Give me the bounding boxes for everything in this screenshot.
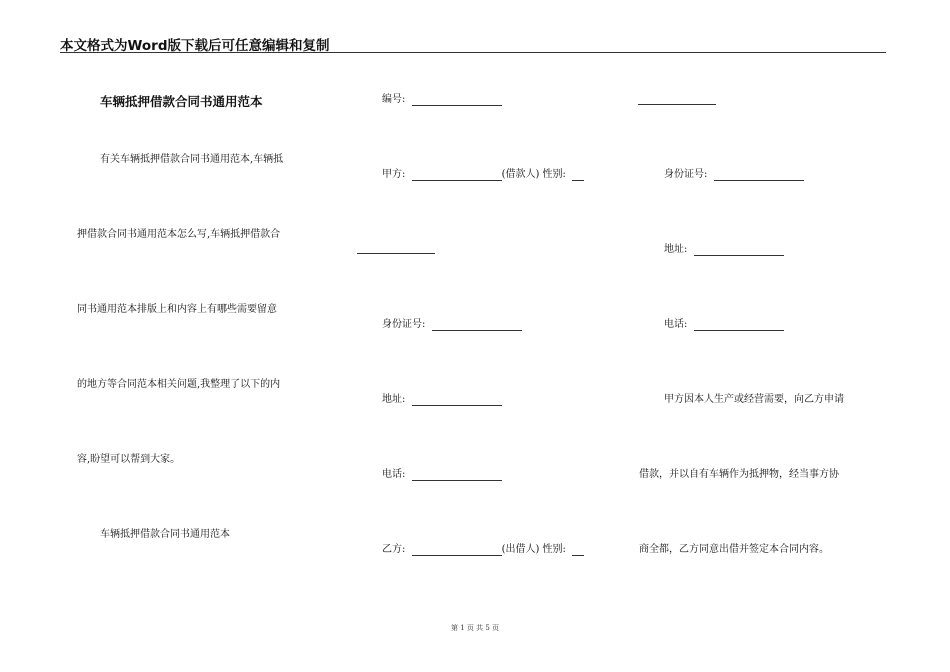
party-a-id-field	[382, 319, 522, 331]
party-b-phone-label: 电话:	[664, 319, 688, 330]
section-subtitle: 车辆抵押借款合同书通用范本	[100, 529, 230, 540]
party-a-label: 甲方:	[382, 169, 406, 180]
party-b-id-label: 身份证号:	[664, 169, 708, 180]
intro-paragraph-line: 同书通用范本排版上和内容上有哪些需要留意	[77, 304, 277, 315]
header-divider	[60, 52, 886, 53]
party-b-address-blank	[694, 245, 784, 256]
intro-paragraph-line: 的地方等合同范本相关问题,我整理了以下的内	[77, 379, 281, 390]
party-b-role: (出借人) 性别:	[501, 544, 566, 555]
contract-body-line: 借款，并以自有车辆作为抵押物，经当事方协	[639, 469, 839, 480]
party-a-address-blank	[412, 395, 502, 406]
party-b-field	[382, 544, 584, 556]
party-a-address-label: 地址:	[382, 394, 406, 405]
party-a-field	[382, 169, 584, 181]
party-a-id-label: 身份证号:	[382, 319, 426, 330]
contract-number-field	[382, 94, 502, 106]
party-a-gender-blank	[572, 170, 584, 181]
party-b-label: 乙方:	[382, 544, 406, 555]
intro-paragraph-line: 押借款合同书通用范本怎么写,车辆抵押借款合	[77, 229, 281, 240]
party-a-id-blank	[432, 320, 522, 331]
party-a-phone-label: 电话:	[382, 469, 406, 480]
party-a-name-blank	[412, 170, 502, 181]
party-b-address-label: 地址:	[664, 244, 688, 255]
intro-paragraph-line: 有关车辆抵押借款合同书通用范本,车辆抵	[100, 154, 284, 165]
party-b-phone-blank	[694, 320, 784, 331]
party-b-id-field	[664, 169, 804, 181]
contract-number-blank	[412, 95, 502, 106]
contract-body-line: 商全都，乙方同意出借并签定本合同内容。	[639, 544, 829, 555]
party-b-id-blank	[714, 170, 804, 181]
party-b-phone-field	[664, 319, 784, 331]
party-b-address-field	[664, 244, 784, 256]
intro-paragraph-line: 容,盼望可以帮到大家。	[77, 454, 181, 465]
contract-number-label: 编号:	[382, 94, 406, 105]
party-b-gender-blank	[572, 545, 584, 556]
party-a-address-field	[382, 394, 502, 406]
page-number-indicator: 第 1 页 共 5 页	[450, 624, 500, 632]
party-a-phone-field	[382, 469, 502, 481]
extra-number-blank	[638, 104, 716, 105]
party-a-phone-blank	[412, 470, 502, 481]
party-b-name-blank	[412, 545, 502, 556]
document-header-banner: 本文格式为Word版下载后可任意编辑和复制	[60, 38, 330, 54]
document-title: 车辆抵押借款合同书通用范本	[100, 94, 263, 109]
contract-body-line: 甲方因本人生产或经营需要，向乙方申请	[664, 394, 844, 405]
party-a-role: (借款人) 性别:	[501, 169, 566, 180]
party-a-extra-blank	[357, 253, 435, 254]
